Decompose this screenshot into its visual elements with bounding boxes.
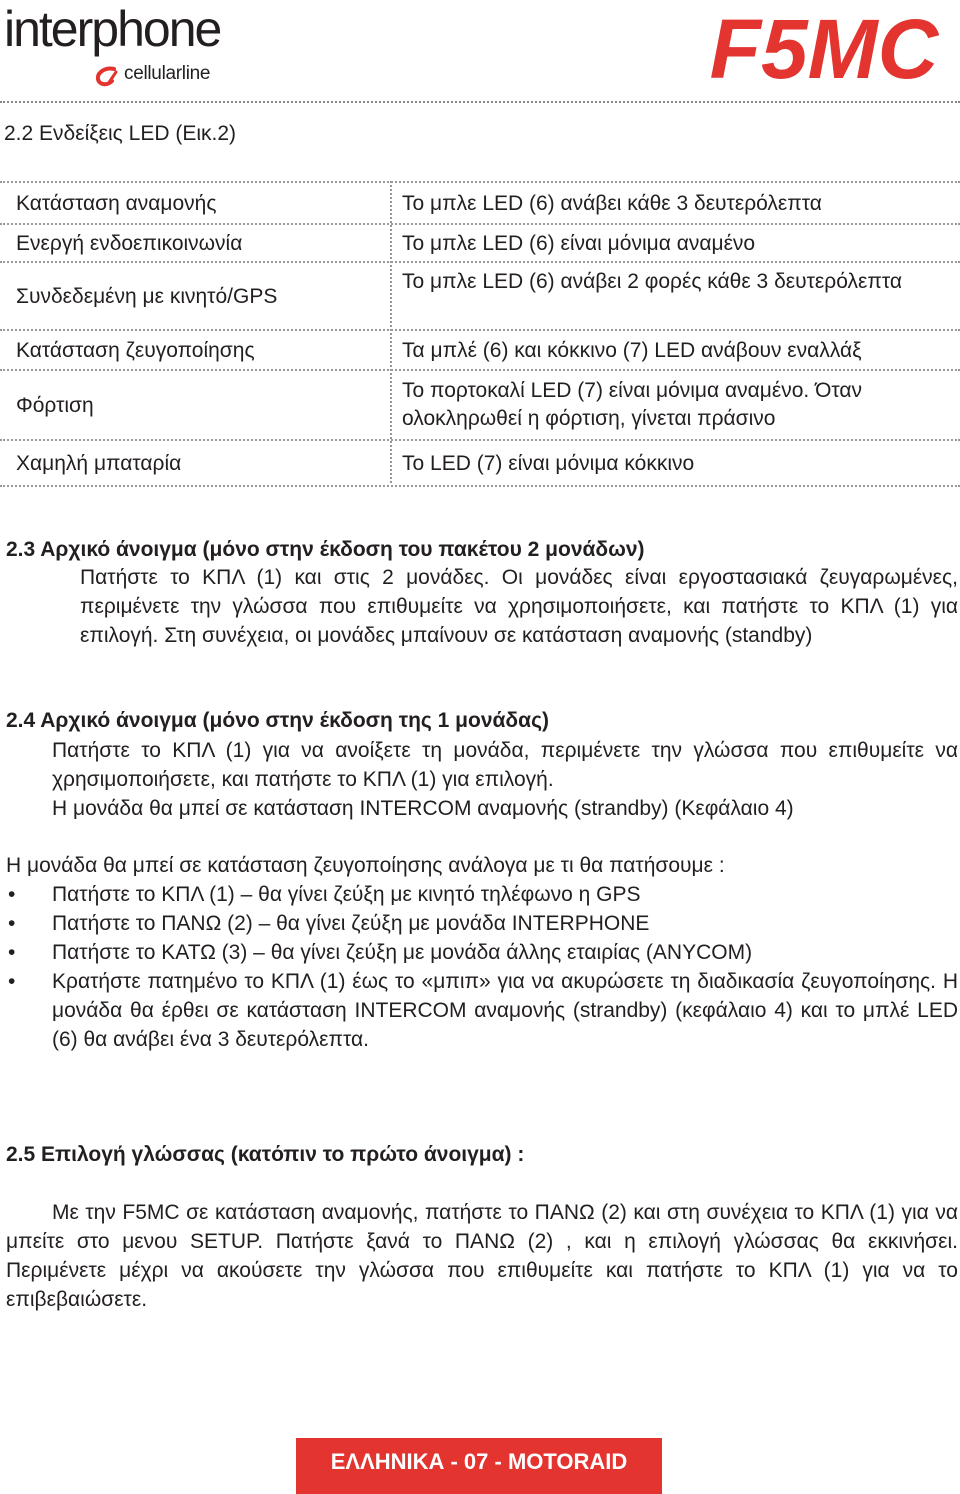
section-2-4-body: Πατήστε το ΚΠΛ (1) για να ανοίξετε τη μονάδα, περιμένετε την γλώσσα που επιθυμείτε να χρησιμοποιήσετε, και πατήστε το ΚΠΛ (1) για επιλογή. <box>52 739 958 791</box>
led-state: Κατάσταση ζευγοποίησης <box>16 339 255 362</box>
bullet-icon: • <box>8 883 16 906</box>
product-logo <box>690 4 958 86</box>
led-description: Το LED (7) είναι μόνιμα κόκκινο <box>402 452 695 475</box>
list-item <box>8 938 958 967</box>
table-row <box>0 223 960 263</box>
section-2-4-body-2: Η μονάδα θα μπεί σε κατάσταση INTERCOM αναμονής (strandby) (Κεφάλαιο 4) <box>52 797 794 820</box>
section-2-5-title: 2.5 Επιλογή γλώσσας (κατόπιν το πρώτο άνοιγμα) : <box>6 1143 525 1166</box>
table-row <box>0 261 960 331</box>
table-column-divider <box>390 181 392 483</box>
led-table <box>0 181 960 485</box>
f5mc-logo-icon <box>690 4 958 86</box>
bullet-icon: • <box>8 970 16 993</box>
interphone-logo <box>4 1 234 90</box>
table-row <box>0 329 960 371</box>
led-state: Συνδεδεμένη με κινητό/GPS <box>16 285 278 308</box>
led-state: Κατάσταση αναμονής <box>16 192 217 215</box>
brand-subtitle: cellularline <box>124 63 211 84</box>
footer-page-label: ΕΛΛΗΝΙΚΑ - 07 - MOTORAID <box>296 1438 662 1494</box>
table-row <box>0 439 960 487</box>
brand-name: interphone <box>4 1 221 57</box>
table-row <box>0 369 960 441</box>
list-item-text: Πατήστε το ΠΑΝΩ (2) – θα γίνει ζεύξη με μονάδα INTERPHONE <box>52 912 650 935</box>
list-item <box>8 880 958 909</box>
bullet-icon: • <box>8 912 16 935</box>
section-2-3-title: 2.3 Αρχικό άνοιγμα (μόνο στην έκδοση του πακέτου 2 μονάδων) <box>6 538 645 561</box>
header-divider <box>0 101 960 103</box>
product-logo-text: F5MC <box>709 4 939 86</box>
list-item-text: Πατήστε το ΚΑΤΩ (3) – θα γίνει ζεύξη με μονάδα άλλης εταιρίας (ANYCOM) <box>52 941 753 964</box>
section-2-2-title: 2.2 Ενδείξεις LED (Εικ.2) <box>4 122 236 145</box>
bullet-icon: • <box>8 941 16 964</box>
list-item <box>8 967 958 1054</box>
led-state: Φόρτιση <box>16 394 94 417</box>
led-state: Ενεργή ενδοεπικοινωνία <box>16 232 243 255</box>
list-item <box>8 909 958 938</box>
pairing-intro: Η μονάδα θα μπεί σε κατάσταση ζευγοποίησης ανάλογα με τι θα πατήσουμε : <box>6 854 725 877</box>
section-2-3-body: Πατήστε το ΚΠΛ (1) και στις 2 μονάδες. Οι μονάδες είναι εργοστασιακά ζευγαρωμένες, περιμένετε την γλώσσα που επιθυμείτε να χρησιμοποιήσετε, και πατήστε το ΚΠΛ (1) για επιλογή. Στη συνέχεια, οι μονάδες μπαίνουν σε κατάσταση αναμονής (standby) <box>80 566 958 647</box>
led-description: Το μπλε LED (6) ανάβει 2 φορές κάθε 3 δευτερόλεπτα <box>402 270 902 293</box>
pairing-list <box>8 880 958 1054</box>
list-item-text: Κρατήστε πατημένο το ΚΠΛ (1) έως το «μπιπ» για να ακυρώσετε τη διαδικασία ζευγοποίησης. Η μονάδα θα έρθει σε κατάσταση INTERCOM αναμονής (strandby) (κεφάλαιο 4) και το μπλέ LED (6) θα ανάβει ένα 3 δευτερόλεπτα. <box>52 970 958 1051</box>
led-description: Τα μπλέ (6) και κόκκινο (7) LED ανάβουν εναλλάξ <box>402 339 862 362</box>
led-state: Χαμηλή μπαταρία <box>16 452 182 475</box>
section-2-5-body: Με την F5MC σε κατάσταση αναμονής, πατήστε το ΠΑΝΩ (2) και στη συνέχεια το ΚΠΛ (1) για να μπείτε στο μενου SETUP. Πατήστε ξανά το ΠΑΝΩ (2) , και η επιλογή γλώσσας θα εκκινήσει. Περιμένετε μέχρι να ακούσετε την γλώσσα που επιθυμείτε και πατήστε το ΚΠΛ (1) για να το επιβεβαιώσετε. <box>6 1201 958 1311</box>
section-2-4-title: 2.4 Αρχικό άνοιγμα (μόνο στην έκδοση της 1 μονάδας) <box>6 709 549 732</box>
list-item-text: Πατήστε το ΚΠΛ (1) – θα γίνει ζεύξη με κινητό τηλέφωνο η GPS <box>52 883 641 906</box>
led-description: Το πορτοκαλί LED (7) είναι μόνιμα αναμένο. Όταν ολοκληρωθεί η φόρτιση, γίνεται πράσινο <box>402 379 862 430</box>
cellularline-swoosh-icon <box>94 66 120 88</box>
table-row <box>0 181 960 225</box>
led-description: Το μπλε LED (6) ανάβει κάθε 3 δευτερόλεπτα <box>402 192 822 215</box>
led-description: Το μπλε LED (6) είναι μόνιμα αναμένο <box>402 232 756 255</box>
